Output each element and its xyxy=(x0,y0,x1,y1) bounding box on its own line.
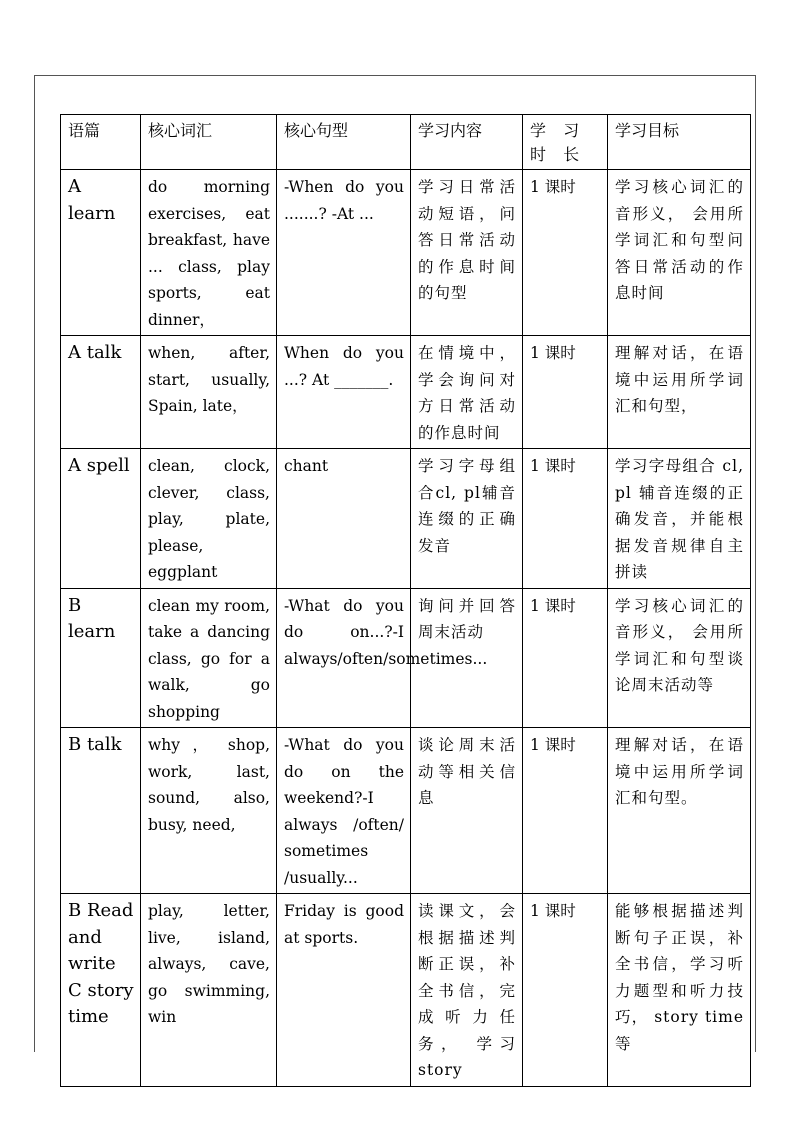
table-row xyxy=(61,894,751,1087)
cell-duration: 1 课时 xyxy=(523,336,608,449)
header-pattern: 核心句型 xyxy=(277,115,411,170)
header-goal: 学习目标 xyxy=(608,115,751,170)
cell-content: 询问并回答周末活动 xyxy=(411,588,523,728)
table-row xyxy=(61,336,751,449)
cell-pattern: When do you ...? At _______. xyxy=(277,336,411,449)
cell-content: 学习字母组合cl, pl辅音连缀的正确发音 xyxy=(411,449,523,589)
cell-section: A spell xyxy=(61,449,141,589)
cell-goal: 理解对话，在语境中运用所学词汇和句型。 xyxy=(608,728,751,894)
cell-duration: 1 课时 xyxy=(523,588,608,728)
cell-duration: 1 课时 xyxy=(523,170,608,336)
cell-pattern: chant xyxy=(277,449,411,589)
cell-duration: 1 课时 xyxy=(523,728,608,894)
cell-section: B learn xyxy=(61,588,141,728)
cell-content: 读课文，会根据描述判断正误，补全书信，完成听力任务， 学习 story xyxy=(411,894,523,1087)
cell-pattern: -What do you do on...?-I always/often/sometimes... xyxy=(277,588,411,728)
table-header-row xyxy=(61,115,751,170)
cell-content: 学习日常活动短语，问答日常活动的作息时间的句型 xyxy=(411,170,523,336)
cell-section: B Read and write C story time xyxy=(61,894,141,1087)
header-vocab: 核心词汇 xyxy=(141,115,277,170)
table-row xyxy=(61,728,751,894)
cell-content: 在情境中，学会询问对方日常活动的作息时间 xyxy=(411,336,523,449)
cell-goal: 学习字母组合 cl, pl 辅音连缀的正确发音，并能根据发音规律自主拼读 xyxy=(608,449,751,589)
cell-duration: 1 课时 xyxy=(523,894,608,1087)
cell-goal: 能够根据描述判断句子正误，补全书信，学习听力题型和听力技巧， story time 等 xyxy=(608,894,751,1087)
cell-pattern: -What do you do on the weekend?-I always /often/ sometimes /usually... xyxy=(277,728,411,894)
cell-vocab: play, letter, live, island, always, cave, go swimming, win xyxy=(141,894,277,1087)
table-row xyxy=(61,170,751,336)
cell-content: 谈论周末活动等相关信息 xyxy=(411,728,523,894)
header-section: 语篇 xyxy=(61,115,141,170)
header-duration: 学 习 时 长 xyxy=(523,115,608,170)
cell-section: B talk xyxy=(61,728,141,894)
cell-section: A talk xyxy=(61,336,141,449)
cell-pattern: -When do you .......? -At ... xyxy=(277,170,411,336)
cell-vocab: do morning exercises, eat breakfast, have ... class, play sports, eat dinner， xyxy=(141,170,277,336)
cell-vocab: why ， shop, work, last, sound, also, busy, need, xyxy=(141,728,277,894)
cell-vocab: clean my room, take a dancing class, go for a walk, go shopping xyxy=(141,588,277,728)
cell-vocab: when, after, start, usually, Spain, late， xyxy=(141,336,277,449)
cell-goal: 学习核心词汇的音形义， 会用所学词汇和句型问答日常活动的作息时间 xyxy=(608,170,751,336)
table-row xyxy=(61,588,751,728)
cell-section: A learn xyxy=(61,170,141,336)
cell-pattern: Friday is good at sports. xyxy=(277,894,411,1087)
cell-duration: 1 课时 xyxy=(523,449,608,589)
cell-vocab: clean, clock, clever, class, play, plate, please, eggplant xyxy=(141,449,277,589)
table-row xyxy=(61,449,751,589)
lesson-plan-table xyxy=(60,114,751,1087)
header-content: 学习内容 xyxy=(411,115,523,170)
cell-goal: 学习核心词汇的音形义， 会用所学词汇和句型谈论周末活动等 xyxy=(608,588,751,728)
cell-goal: 理解对话，在语境中运用所学词汇和句型， xyxy=(608,336,751,449)
